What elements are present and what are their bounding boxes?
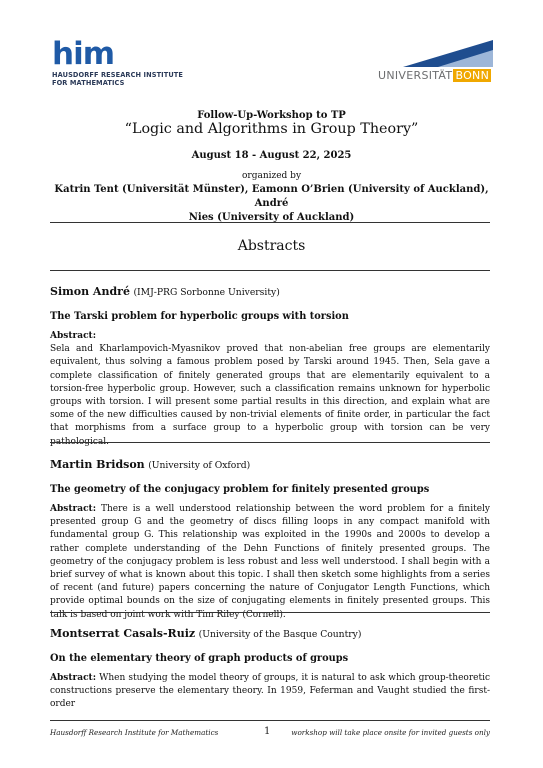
abstract-text: Sela and Kharlampovich-Myasnikov proved that non-abelian free groups are elementarily equivalent, thus solving a famous problem posed by Tarski around 1945. Then, Sela gave a complete classification of finitely generated groups that are elementarily equivalent to a torsion-free hyperbolic group. However, such a classification remains unknown for hyperbolic groups with torsion. I will present some partial results in this direction, and explain what are some of the new difficulties caused by non-trivial elements of finite order, in particular the fact that morphisms from a surface group to a hyperbolic group with torsion can be very pathological. [50,344,490,447]
talk-item [50,285,490,449]
speaker-affiliation: (University of the Basque Country) [198,629,362,640]
him-subtitle-line1: HAUSDORFF RESEARCH INSTITUTE [52,71,183,79]
footer-divider [50,720,490,721]
university-bonn-logo [378,40,493,84]
bonn-wordmark-uni: UNIVERSITÄT [378,69,453,82]
speaker-name: Martin Bridson [50,458,145,471]
bonn-emblem-icon [378,40,493,70]
organizers-line2: Nies (University of Auckland) [188,212,355,223]
him-logo [52,38,202,87]
talk-abstract [50,503,490,622]
talk-speaker-line [50,285,490,298]
talk-item [50,627,490,712]
him-subtitle-line2: FOR MATHEMATICS [52,79,125,87]
talk-title: The geometry of the conjugacy problem for finitely presented groups [50,484,430,495]
abstract-text: There is a well understood relationship between the word problem for a finitely presented group G and the geometry of discs filling loops in any compact manifold with fundamental group G. This relationship was exploited in the 1990s and 2000s to develop a rather complete understanding of the Dehn Functions of finitely presented groups. The geometry of the conjugacy problem is less robust and less well understood. I shall begin with a brief survey of what is known about this topic. I shall then sketch some highlights from a series of recent (and future) papers concerning the nature of Conjugator Length Functions, which provide optimal bounds on the size of conjugating elements in finitely presented groups. This talk is based on joint work with Tim Riley (Cornell). [50,504,490,620]
page-number: 1 [264,726,271,737]
speaker-affiliation: (IMJ-PRG Sorbonne University) [133,287,280,298]
bonn-wordmark-bonn: BONN [455,69,490,82]
page-footer [50,726,490,740]
abstract-label: Abstract: [50,673,97,683]
divider [50,222,490,223]
abstract-label: Abstract: [50,331,97,341]
him-subtitle [52,71,202,87]
talk-speaker-line [50,458,490,471]
speaker-name: Simon André [50,285,130,298]
him-wordmark [52,38,124,68]
footer-note: workshop will take place onsite for invited guests only [291,728,490,737]
section-heading: Abstracts [237,238,306,254]
abstract-label: Abstract: [50,504,97,514]
organized-by-label: organized by [241,171,302,181]
event-title: “Logic and Algorithms in Group Theory” [124,121,419,137]
talk-abstract [50,330,490,449]
organizers [40,183,503,225]
event-dates: August 18 - August 22, 2025 [191,150,352,161]
organizers-line1: Katrin Tent (Universität Münster), Eamonn O’Brien (University of Auckland), André [54,184,489,209]
speaker-name: Montserrat Casals-Ruiz [50,627,196,640]
speaker-affiliation: (University of Oxford) [148,460,251,471]
talk-title: On the elementary theory of graph products of groups [50,653,349,664]
divider [50,612,490,613]
bonn-wordmark [378,69,491,83]
talk-speaker-line [50,627,490,640]
talk-title: The Tarski problem for hyperbolic groups with torsion [50,311,349,322]
talk-abstract [50,672,490,712]
divider [50,270,490,271]
footer-institute: Hausdorff Research Institute for Mathematics [50,728,219,737]
talk-item [50,458,490,622]
him-wordmark-text: him [52,38,114,68]
divider [50,442,490,443]
event-subtitle: Follow-Up-Workshop to TP [197,110,346,121]
abstract-text: When studying the model theory of groups, it is natural to ask which group-theoretic constructions preserve the elementary theory. In 1959, Feferman and Vaught studied the first-order [50,673,490,710]
